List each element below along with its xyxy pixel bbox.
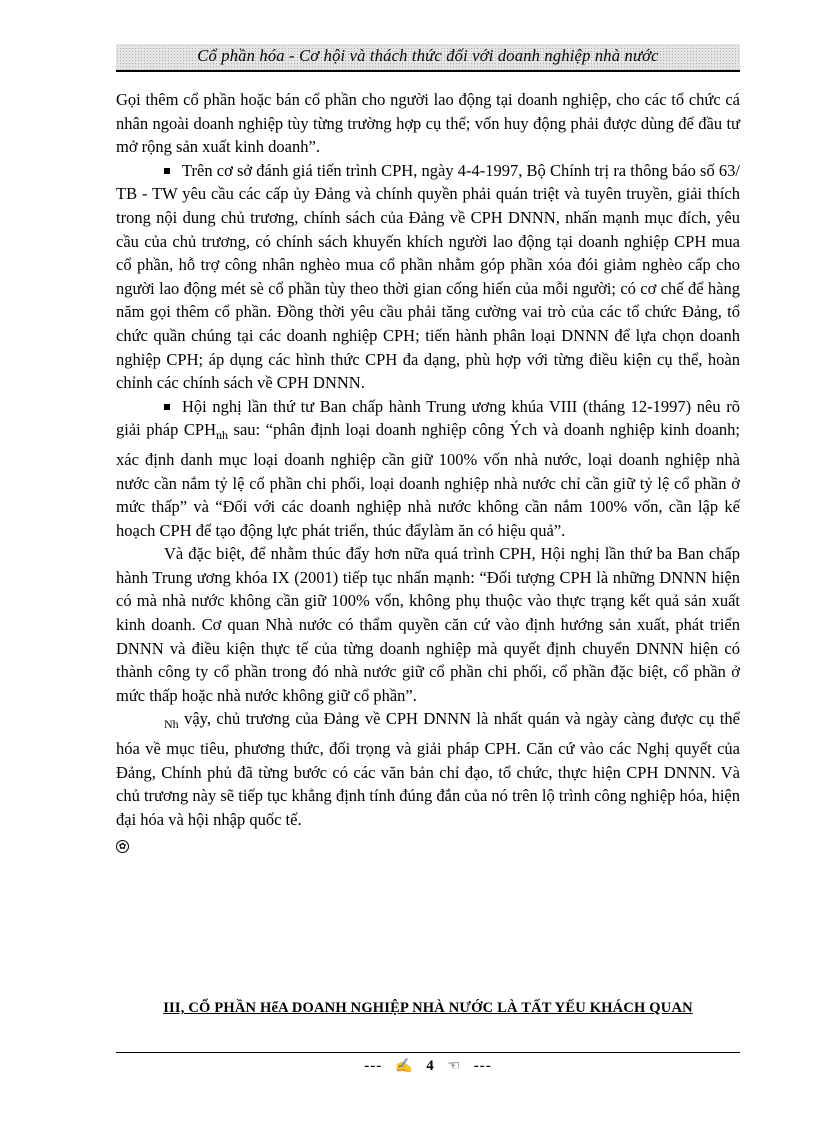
page-number: 4	[426, 1058, 435, 1074]
paragraph-3-text-a: Hội nghị lần thứ tư Ban chấp hành Trung ương khúa VIII (tháng 12-1997) nêu rõ giải pháp CPH	[116, 396, 740, 440]
paragraph-3-text-b: sau: “phân định loại doanh nghiệp công Ých và doanh nghiệp kinh doanh; xác định danh mục loại doanh nghiệp cần giữ 100% vốn nhà nước, loại doanh nghiệp nhà nước cần nắm tỷ lệ cổ phần chi phối, loại doanh nghiệp nhà nước chỉ cần giữ tỷ lệ cổ phần ở mức thấp” và “Đối với các doanh nghiệp nhà nước không cần nắm 100% vốn, cần lập kế hoạch CPH để tạo động lực phát triển, thúc đẩylàm ăn có hiệu quả”.	[116, 420, 740, 540]
paragraph-5-text: vậy, chủ trương của Đảng về CPH DNNN là nhất quán và ngày càng được cụ thể hóa về mục tiêu, phương thức, đối trọng và giải pháp CPH. Căn cứ vào các Nghị quyết của Đảng, Chính phủ đã từng bước có các văn bản chỉ đạo, tổ chức, thực hiện CPH DNNN. Và chủ trương này sẽ tiếp tục khẳng định tính đúng đắn của nó trên lộ trình công nghiệp hóa, hiện đại hóa và hội nhập quốc tế.	[116, 709, 740, 829]
flower-ornament-icon: ✿	[116, 840, 129, 853]
section-heading: III, CỔ PHẦN HểA DOANH NGHIỆP NHÀ NƯỚC LÀ TẤT YẾU KHÁCH QUAN	[163, 1000, 693, 1016]
paragraph-3	[116, 395, 740, 543]
square-bullet-icon	[164, 168, 170, 174]
paragraph-3-fragment: nh	[216, 428, 229, 443]
end-ornament	[116, 831, 740, 855]
page-footer	[116, 1058, 740, 1075]
document-body	[116, 88, 740, 855]
running-header	[116, 44, 740, 72]
paragraph-5-fragment: Nh	[164, 717, 179, 732]
footer-right-dashes: ---	[473, 1058, 492, 1074]
pen-icon: ✍	[395, 1059, 414, 1074]
header-title: Cổ phần hóa - Cơ hội và thách thức đối với doanh nghiệp nhà nước	[197, 46, 659, 65]
footer-left-dashes: ---	[364, 1058, 383, 1074]
square-bullet-icon	[164, 404, 170, 410]
paragraph-1: Gọi thêm cổ phần hoặc bán cổ phần cho người lao động tại doanh nghiệp, cho các tổ chức cá nhân ngoài doanh nghiệp tùy từng trường hợp cụ thể; vốn huy động phải được dùng để đầu tư mở rộng sản xuất kinh doanh”.	[116, 90, 740, 157]
footer-rule	[116, 1052, 740, 1053]
paragraph-5	[116, 707, 740, 831]
hand-icon: ☜	[447, 1059, 461, 1074]
paragraph-4: Và đặc biệt, để nhằm thúc đẩy hơn nữa quá trình CPH, Hội nghị lần thứ ba Ban chấp hành Trung ương khóa IX (2001) tiếp tục nhấn mạnh: “Đối tượng CPH là những DNNN hiện có mà nhà nước không cần giữ 100% vốn, không phụ thuộc vào thực trạng kết quả sản xuất kinh doanh. Cơ quan Nhà nước có thẩm quyền căn cứ vào định hướng sản xuất, phát triển DNNN và điều kiện thực tế của từng doanh nghiệp mà quyết định chuyển DNNN hiện có thành công ty cổ phần trong đó nhà nước giữ cổ phần chi phối, cổ phần đặc biệt, cổ phần ở mức thấp hoặc nhà nước không giữ cổ phần”.	[116, 544, 740, 705]
paragraph-2	[116, 159, 740, 395]
paragraph-2-text: Trên cơ sở đánh giá tiến trình CPH, ngày 4-4-1997, Bộ Chính trị ra thông báo số 63/ TB - TW yêu cầu các cấp ủy Đảng và chính quyền phải quán triệt và tuyên truyền, giải thích trong nội dung chủ trương, chính sách của Đảng về CPH DNNN, nhấn mạnh mục đích, yêu cầu của chủ trương, có chính sách khuyến khích người lao động tại doanh nghiệp CPH mua cổ phần, hỗ trợ công nhân nghèo mua cổ phần nhằm góp phần xóa đói giảm nghèo cấp cho người lao động mét sè cổ phần tùy theo thời gian cống hiến của mỗi người; có cơ chế để hàng năm gọi thêm cổ phần. Đồng thời yêu cầu phải tăng cường vai trò của các tổ chức Đảng, tổ chức quần chúng tại các doanh nghiệp CPH; tiến hành phân loại DNNN để lựa chọn doanh nghiệp CPH; áp dụng các hình thức CPH đa dạng, phù hợp với từng điều kiện cụ thể, hoàn chỉnh các chính sách về CPH DNNN.	[116, 160, 740, 393]
